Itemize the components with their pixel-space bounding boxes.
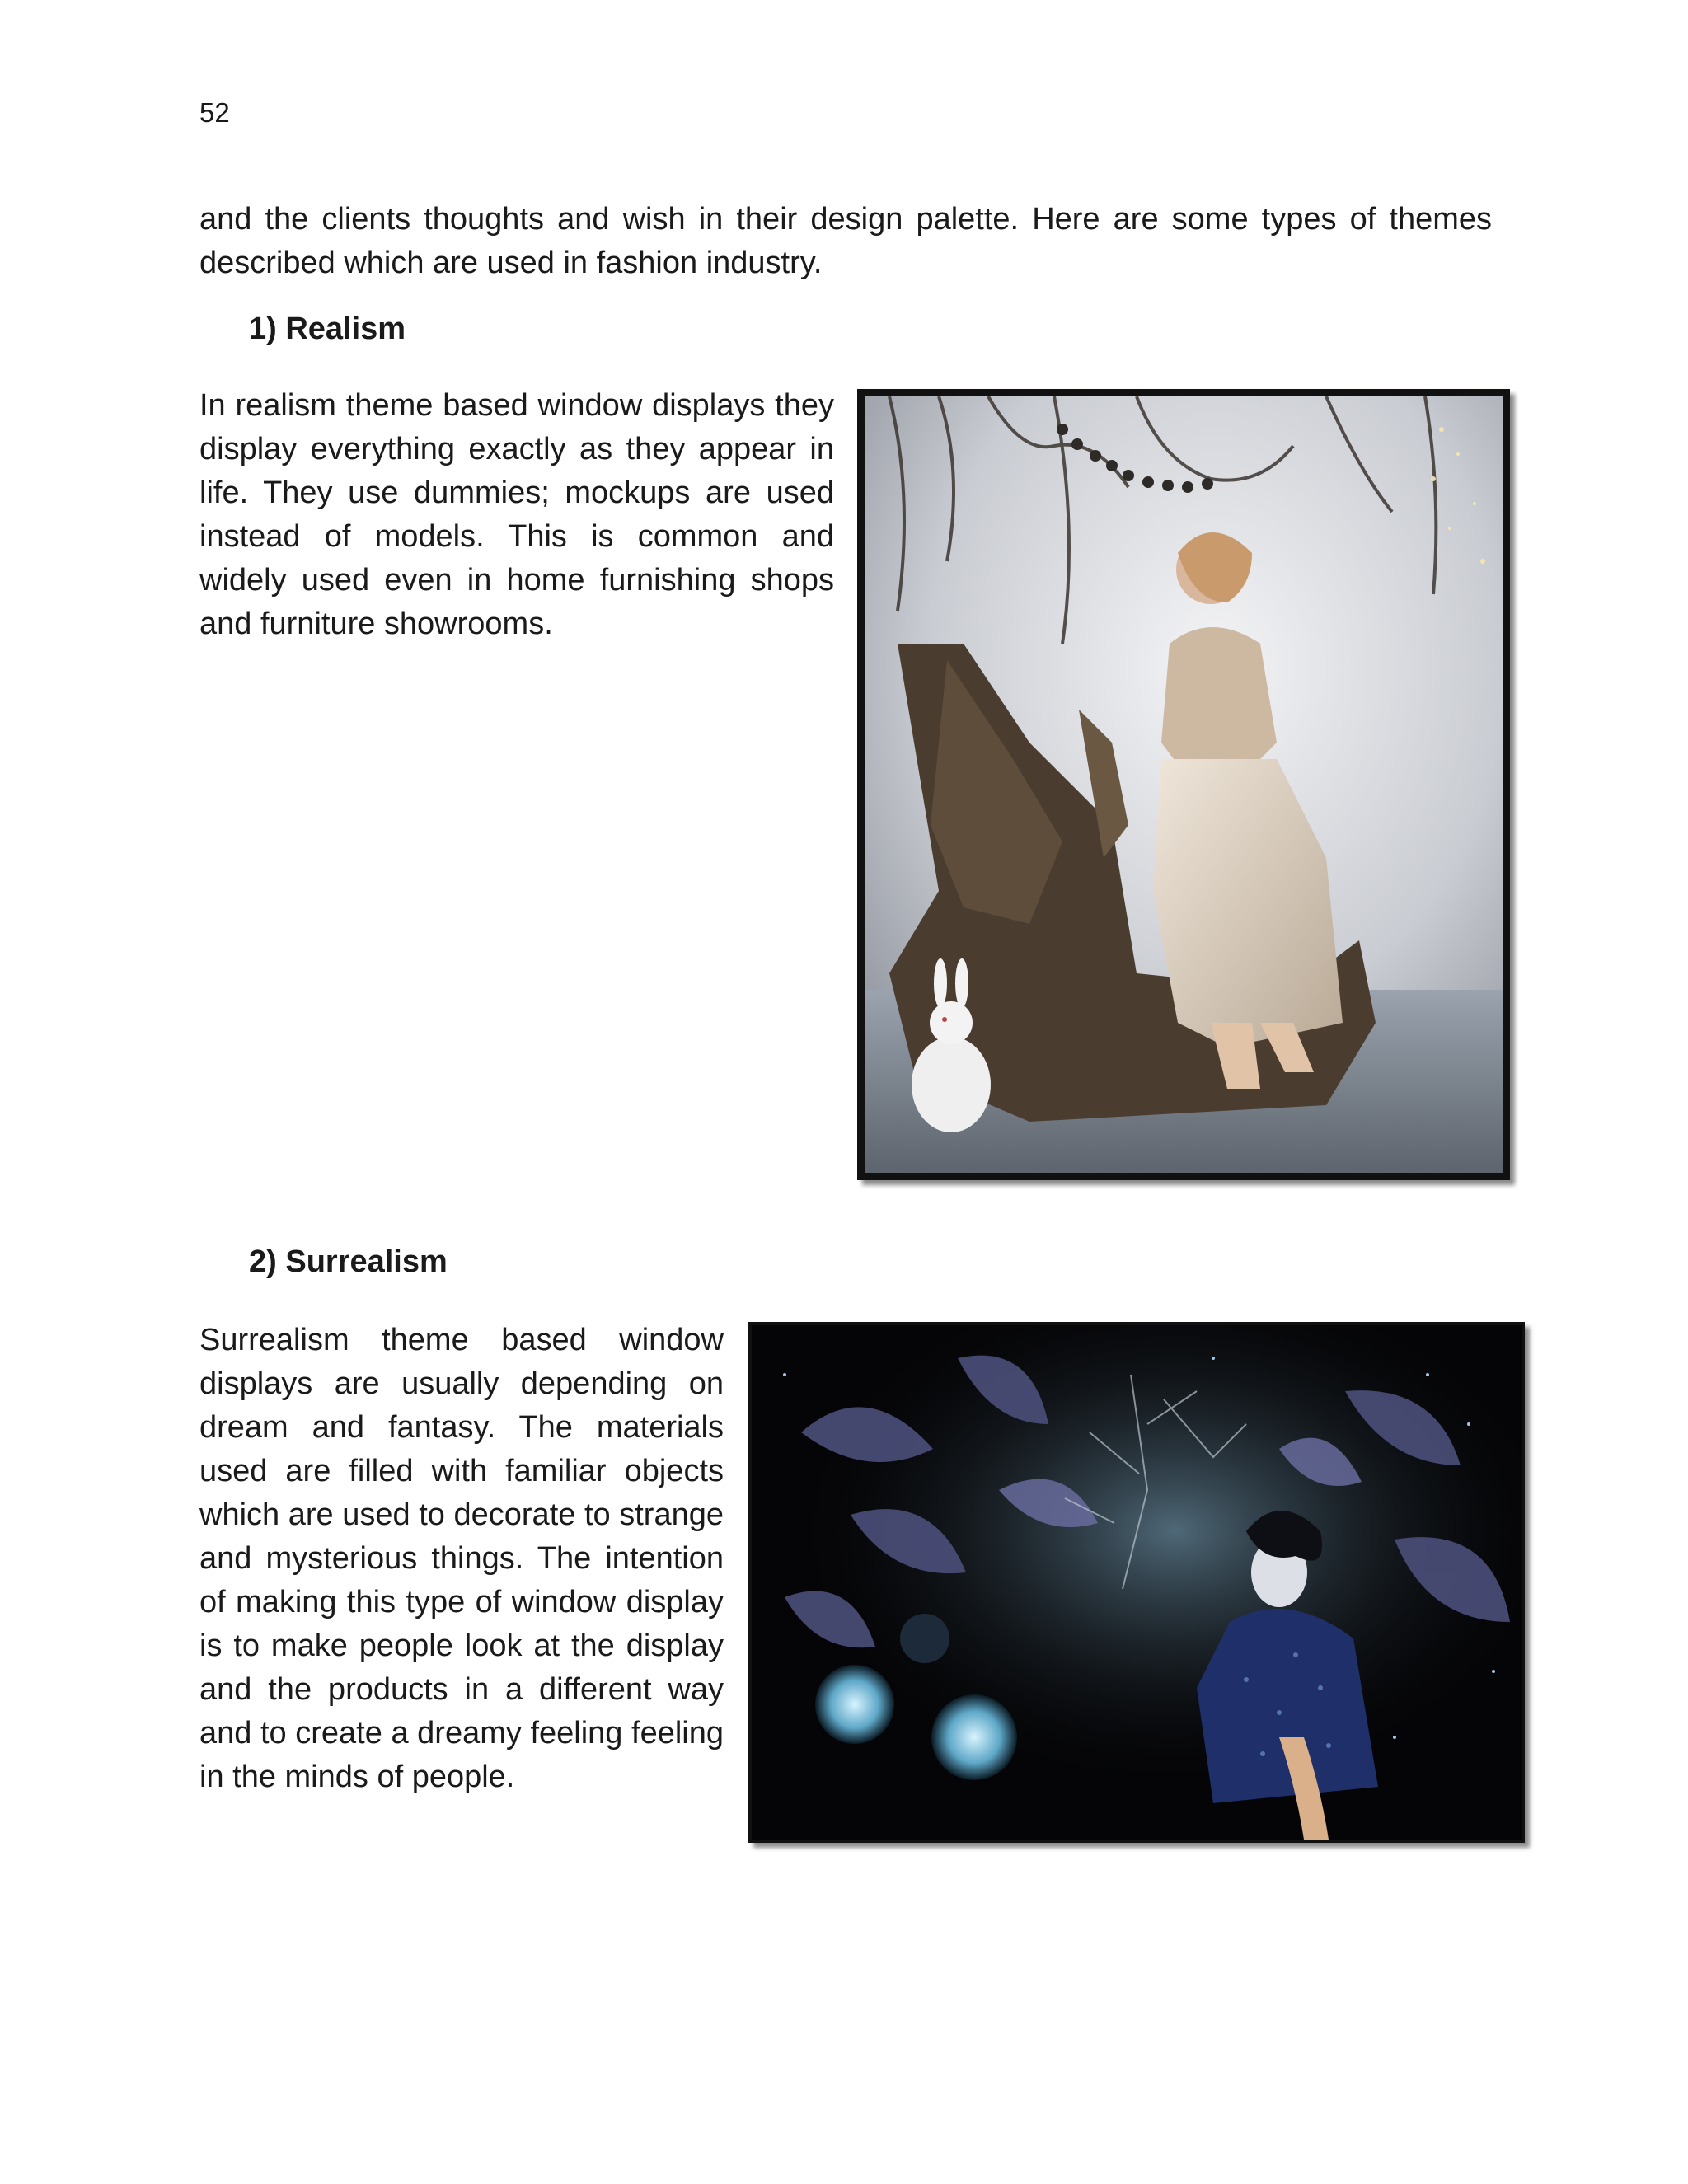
realism-paragraph: In realism theme based window displays they display everything exactly as they appear in life. They use dummies; mockups are used instead of models. This is common and widely used even in home furnishing shops and furniture showrooms. [199,388,834,641]
surrealism-photo-illustration [752,1325,1522,1840]
realism-photo-illustration [865,396,1503,1173]
surrealism-window-display-photo [748,1322,1525,1843]
page-number: 52 [199,97,230,128]
realism-heading: 1) Realism [249,312,406,346]
surrealism-heading: 2) Surrealism [249,1244,448,1279]
realism-window-display-photo [857,389,1510,1180]
surrealism-paragraph: Surrealism theme based window displays are usually depending on dream and fantasy. The materials used are filled with familiar objects which are used to decorate to strange and mysterious things. The intention of making this type of window display is to make people look at the display and the products in a different way and to create a dreamy feeling feeling in the minds of people. [199,1323,724,1794]
intro-paragraph: and the clients thoughts and wish in their design palette. Here are some types of themes described which are used in fashion industry. [199,202,1492,280]
